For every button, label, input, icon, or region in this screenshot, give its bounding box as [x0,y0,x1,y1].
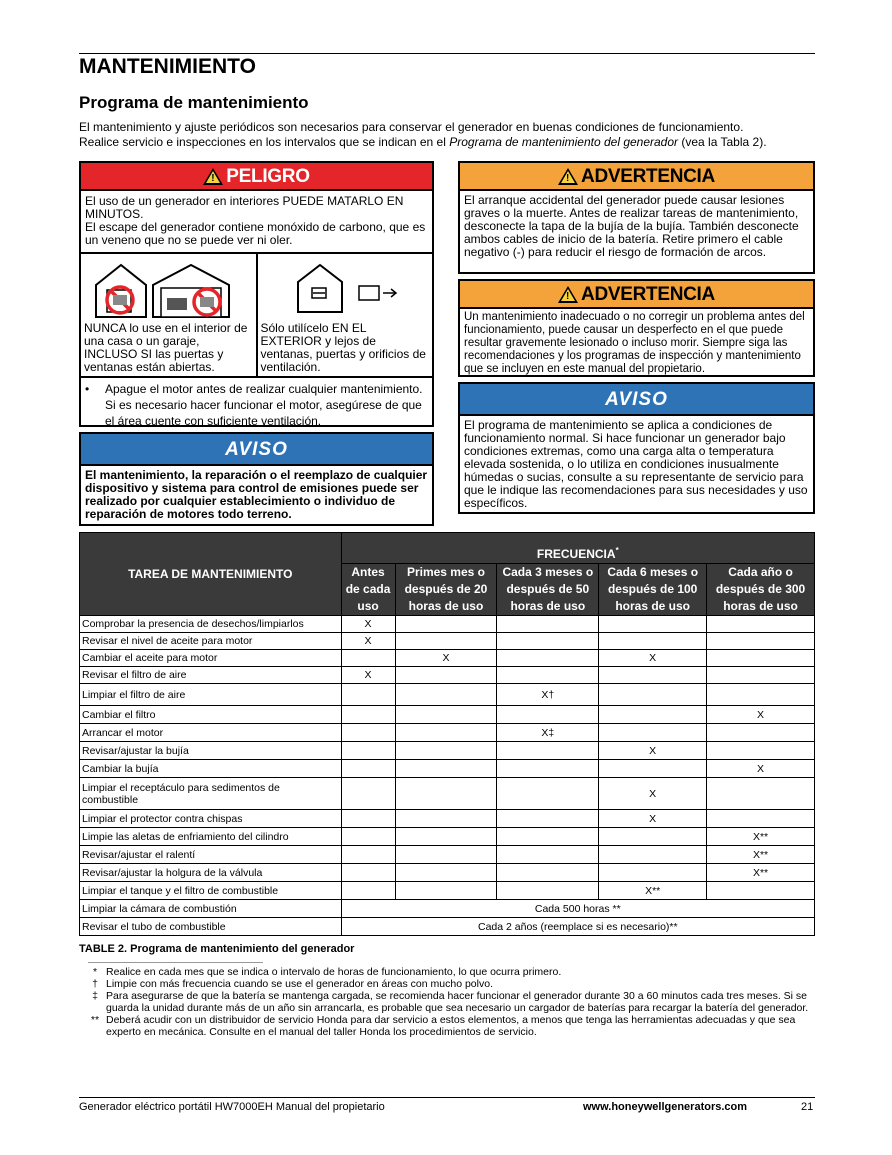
danger-header [81,163,432,191]
frequency-cell [395,684,497,706]
frequency-cell [341,760,395,778]
frequency-column-header: Antes de cada uso [341,564,395,616]
notice-right-label: AVISO [605,388,668,410]
table-row [80,918,815,936]
frequency-cell [707,633,815,650]
footnote-rule [88,962,263,963]
outdoor-generator-icon [293,260,443,320]
frequency-cell [395,882,497,900]
frequency-cell: X [599,810,707,828]
frequency-cell [497,616,599,633]
frequency-mark: * [615,546,619,555]
frequency-cell: X [341,616,395,633]
table-row [80,667,815,684]
warning-triangle-icon: ! [203,168,223,185]
task-cell: Limpiar el protector contra chispas [80,810,342,828]
maintenance-table [79,532,815,936]
frequency-cell [395,864,497,882]
danger-box [79,161,434,427]
task-cell: Revisar/ajustar el ralentí [80,846,342,864]
table-row [80,900,815,918]
frequency-cell [599,667,707,684]
frequency-cell: X** [707,846,815,864]
frequency-cell: X‡ [497,724,599,742]
danger-bullet-text: Apague el motor antes de realizar cualquier mantenimiento. Si es necesario hacer funcionar el motor, asegúrese de que el área cuente con suficiente ventilación. [105,382,423,428]
danger-bullet [81,378,432,431]
danger-label: PELIGRO [226,165,310,187]
task-cell: Revisar/ajustar la bujía [80,742,342,760]
footnote-text: Para asegurarse de que la batería se mantenga cargada, se recomienda hacer funcionar el generador durante 30 a 60 minutos cada tres meses. Si se guarda la unidad durante más de un año sin arrancarla, es probable que sea necesario un cargador de baterías para recargar la batería del generador. [106,990,809,1014]
frequency-column-header: Cada año o después de 300 horas de uso [707,564,815,616]
task-cell: Cambiar el filtro [80,706,342,724]
table-row [80,760,815,778]
warning-1-label: ADVERTENCIA [581,165,715,187]
notice-left-box [79,432,434,526]
warning-2-label: ADVERTENCIA [581,283,715,305]
frequency-cell [497,882,599,900]
frequency-column-header: Cada 6 meses o después de 100 horas de uso [599,564,707,616]
warning-box-2 [458,279,815,377]
section-subtitle: Programa de mantenimiento [79,93,309,112]
footnote-text: Deberá acudir con un distribuidor de servicio Honda para dar servicio a estos elementos, a menos que tenga las herramientas adecuadas y que sea experto en mecánica. Consulte en el manual del taller Honda los procedimientos de servicio. [106,1014,796,1038]
task-cell: Cambiar el aceite para motor [80,650,342,667]
indoor-caption: NUNCA lo use en el interior de una casa o un garaje, INCLUSO SI las puertas y ventanas están abiertas. [84,321,248,374]
frequency-cell [395,778,497,810]
frequency-cell: X [599,742,707,760]
frequency-cell [395,616,497,633]
frequency-cell: X [599,650,707,667]
frequency-cell [395,742,497,760]
footer-url: www.honeywellgenerators.com [583,1101,748,1113]
frequency-cell [395,667,497,684]
footnote-symbol: ‡ [92,990,98,1002]
frequency-cell [395,724,497,742]
frequency-cell [341,778,395,810]
notice-right-box [458,382,815,514]
intro-line-2-post: (vea la Tabla 2). [678,135,767,149]
footnote-text: Limpie con más frecuencia cuando se use el generador en áreas con mucho polvo. [106,978,493,990]
frequency-cell [707,650,815,667]
frequency-cell [599,616,707,633]
table-row [80,778,815,810]
task-cell: Arrancar el motor [80,724,342,742]
footnote-item [84,990,814,1014]
frequency-cell [707,810,815,828]
frequency-cell [341,724,395,742]
table-row [80,810,815,828]
frequency-cell [599,633,707,650]
task-cell: Revisar/ajustar la holgura de la válvula [80,864,342,882]
frequency-cell [341,864,395,882]
outdoor-caption: Sólo utilícelo EN EL EXTERIOR y lejos de ventanas, puertas y orificios de ventilación. [260,321,426,374]
page-title: MANTENIMIENTO [79,55,256,78]
intro-line-1: El mantenimiento y ajuste periódicos son necesarios para conservar el generador en buenas condiciones de funcionamiento. [79,120,744,134]
table-row [80,724,815,742]
frequency-cell [599,760,707,778]
frequency-cell [497,650,599,667]
frequency-cell [341,742,395,760]
intro-line-2-italic: Programa de mantenimiento del generador [449,135,679,149]
footnotes [84,966,814,1038]
warning-box-1 [458,161,815,274]
warning-triangle-icon: ! [558,168,578,185]
task-cell: Revisar el nivel de aceite para motor [80,633,342,650]
task-cell: Revisar el tubo de combustible [80,918,342,936]
task-cell: Limpie las aletas de enfriamiento del cilindro [80,828,342,846]
warning-triangle-icon: ! [558,286,578,303]
footnote-item [84,966,814,978]
frequency-cell: X [599,778,707,810]
warning-1-text: El arranque accidental del generador puede causar lesiones graves o la muerte. Antes de realizar tareas de mantenimiento, desconecte la tapa de la bujía de la bujía. También desconecte ambos cables de inicio de la batería. Retire primero el cable negativo (-) para reducir el riesgo de formación de arcos. [464,193,799,259]
top-rule [79,53,815,54]
frequency-cell [395,828,497,846]
frequency-cell [497,828,599,846]
frequency-cell: X [707,760,815,778]
frequency-cell [599,846,707,864]
footnote-item [84,1014,814,1038]
frequency-cell [395,810,497,828]
table-row [80,684,815,706]
frequency-cell [341,684,395,706]
frequency-cell [497,846,599,864]
frequency-cell [497,633,599,650]
task-cell: Limpiar la cámara de combustión [80,900,342,918]
frequency-cell [497,760,599,778]
frequency-cell: X** [707,828,815,846]
table-row [80,616,815,633]
frequency-cell: X** [599,882,707,900]
frequency-cell [707,684,815,706]
frequency-cell [341,846,395,864]
table-row [80,882,815,900]
frequency-cell [599,828,707,846]
frequency-cell [497,742,599,760]
frequency-cell [497,706,599,724]
footer-rule [79,1097,815,1098]
table-row [80,864,815,882]
task-cell: Comprobar la presencia de desechos/limpiarlos [80,616,342,633]
task-cell: Limpiar el tanque y el filtro de combustible [80,882,342,900]
footnote-item [84,978,814,990]
footnote-symbol: ** [90,1014,100,1026]
table-row [80,706,815,724]
table-row [80,650,815,667]
frequency-cell [341,650,395,667]
table-caption: TABLE 2. Programa de mantenimiento del generador [79,943,355,955]
spanned-frequency-cell: Cada 2 años (reemplace si es necesario)** [341,918,814,936]
frequency-cell [497,778,599,810]
task-cell: Limpiar el filtro de aire [80,684,342,706]
page-number: 21 [801,1101,814,1113]
frequency-cell [707,778,815,810]
indoor-prohibited-cell [81,254,256,376]
frequency-cell [599,724,707,742]
frequency-cell: X** [707,864,815,882]
table-row [80,633,815,650]
frequency-cell [599,864,707,882]
task-cell: Revisar el filtro de aire [80,667,342,684]
house-garage-prohibited-icon [91,260,241,320]
frequency-cell [599,706,707,724]
frequency-cell [707,882,815,900]
frequency-label: FRECUENCIA [536,547,616,561]
task-cell: Cambiar la bujía [80,760,342,778]
frequency-cell [707,616,815,633]
table-body [80,616,815,936]
frequency-cell [497,667,599,684]
warning-1-header [460,163,813,191]
notice-left-label: AVISO [225,438,288,460]
danger-text: El uso de un generador en interiores PUEDE MATARLO EN MINUTOS. El escape del generador contiene monóxido de carbono, que es un veneno que no se puede ver ni oler. [85,194,426,247]
frequency-cell [707,742,815,760]
intro-line-2-pre: Realice servicio e inspecciones en los intervalos que se indican en el [79,135,450,149]
danger-pictograms [81,252,432,378]
spanned-frequency-cell: Cada 500 horas ** [341,900,814,918]
outdoor-only-cell [256,254,433,376]
frequency-cell [395,846,497,864]
table-row [80,846,815,864]
bullet-icon: • [85,382,90,396]
task-cell: Limpiar el receptáculo para sedimentos de combustible [80,778,342,810]
warning-2-text: Un mantenimiento inadecuado o no corregir un problema antes del funcionamiento, puede causar un desperfecto en el que puede resultar gravemente lesionado o incluso morir. Siempre siga las recomendaciones y los programas de inspección y mantenimiento que se incluyen en este manual del propietario. [464,311,805,375]
frequency-cell: X† [497,684,599,706]
frequency-cell [341,706,395,724]
footnote-text: Realice en cada mes que se indica o intervalo de horas de funcionamiento, lo que ocurra primero. [106,966,562,978]
frequency-cell: X [341,633,395,650]
frequency-cell [707,667,815,684]
frequency-cell [599,684,707,706]
footnote-symbol: † [92,978,98,990]
frequency-cell [341,882,395,900]
frequency-cell: X [395,650,497,667]
notice-right-text: El programa de mantenimiento se aplica a condiciones de funcionamiento normal. Si hace funcionar un generador bajo condiciones extremas, como una carga alta o temperatura elevada sostenida, o lo utiliza en condiciones inusualmente húmedas o sucias, consulte a su representante de servicio para que le indique las recomendaciones para sus necesidades y uso específicos. [464,418,808,510]
task-column-header: TAREA DE MANTENIMIENTO [80,533,342,616]
notice-left-text: El mantenimiento, la reparación o el reemplazo de cualquier dispositivo y sistema para control de emisiones puede ser realizado por cualquier establecimiento o individuo de reparación de motores todo terreno. [85,468,428,521]
frequency-column-header: Cada 3 meses o después de 50 horas de uso [497,564,599,616]
table-header-row [80,533,815,564]
frequency-cell [341,810,395,828]
warning-2-header [460,281,813,309]
table-row [80,742,815,760]
table-row [80,828,815,846]
frequency-cell [395,760,497,778]
frequency-cell [395,706,497,724]
frequency-column-header: Primes mes o después de 20 horas de uso [395,564,497,616]
frequency-cell [395,633,497,650]
footnote-symbol: * [92,966,98,978]
notice-left-header [81,434,432,466]
intro-paragraph [79,120,819,150]
frequency-cell: X [707,706,815,724]
frequency-cell [497,864,599,882]
frequency-cell: X [341,667,395,684]
frequency-cell [707,724,815,742]
frequency-cell [497,810,599,828]
frequency-cell [341,828,395,846]
notice-right-header [460,384,813,416]
footer-manual-title: Generador eléctrico portátil HW7000EH Manual del propietario [79,1101,385,1113]
frequency-header [341,533,814,564]
